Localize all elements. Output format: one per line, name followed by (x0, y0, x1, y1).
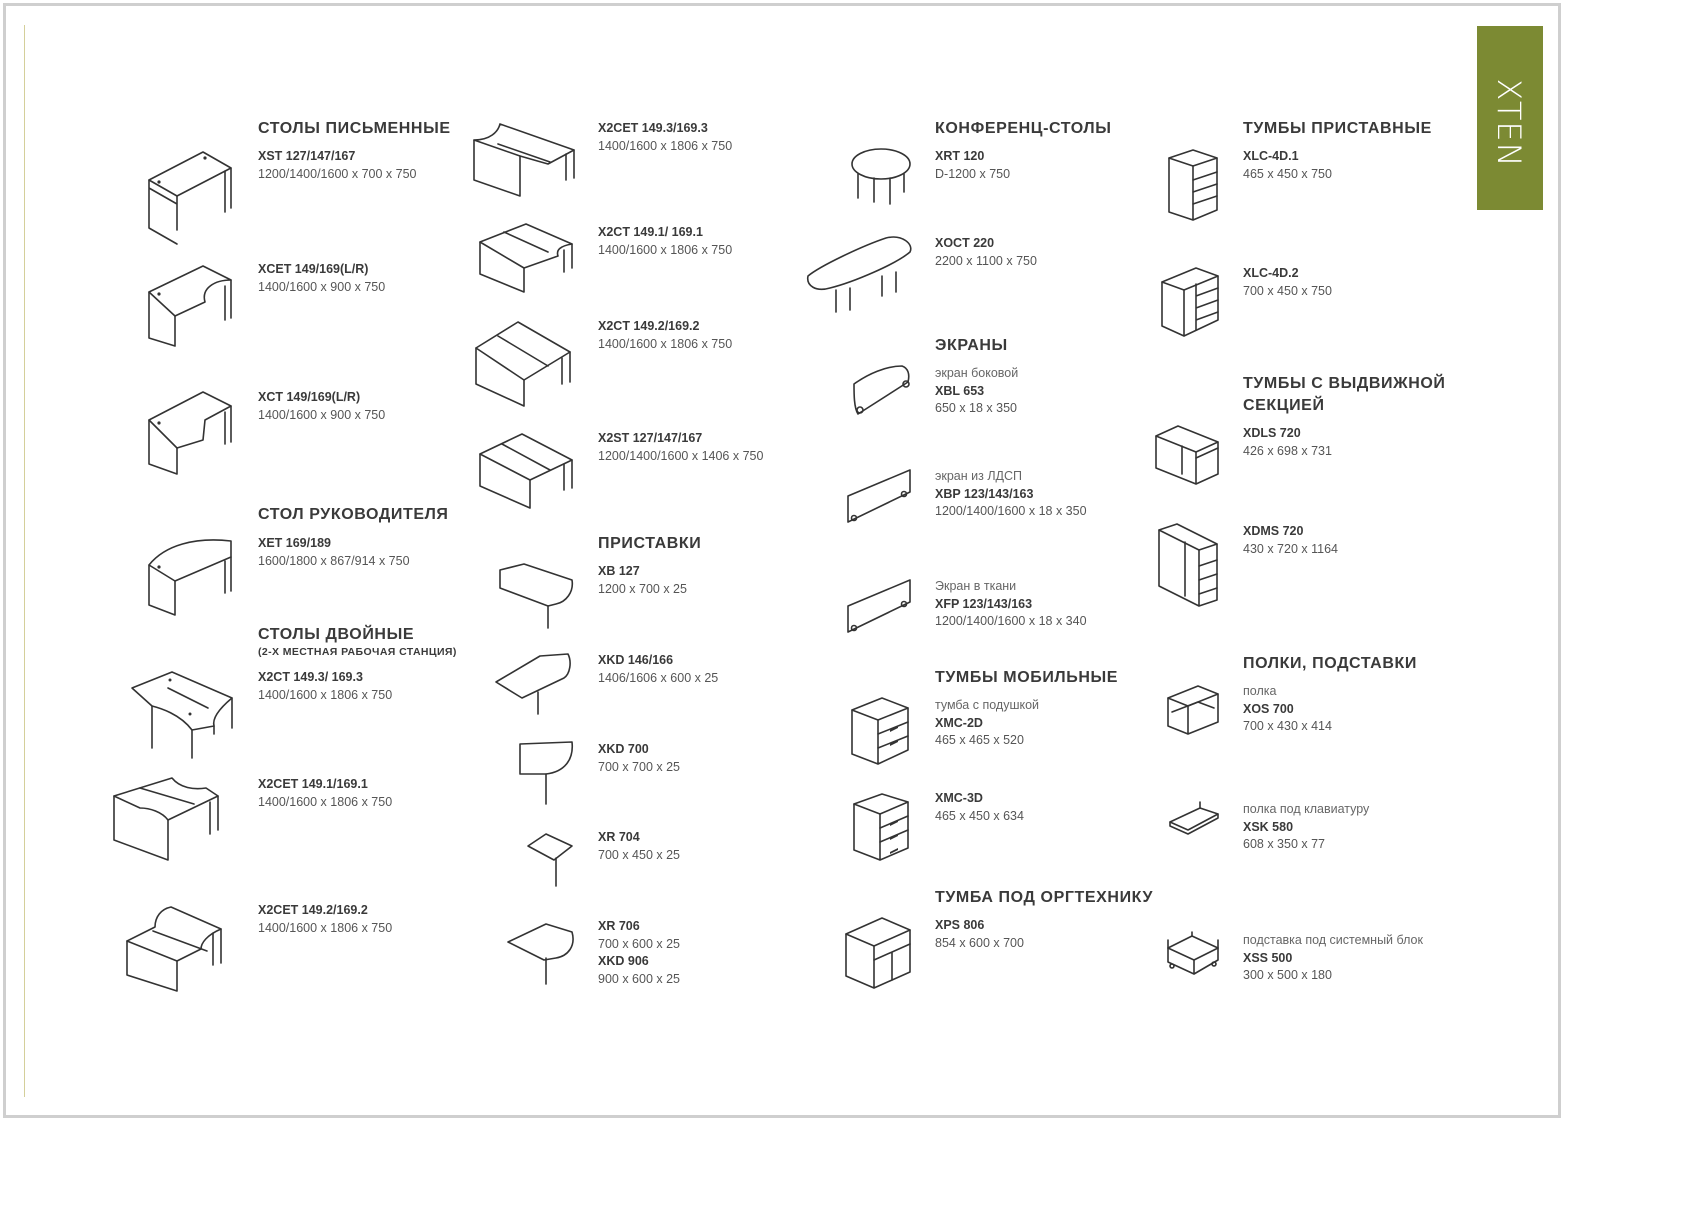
conference-table-icon (806, 236, 914, 316)
heading-side-pedestals: ТУМБЫ ПРИСТАВНЫЕ (1243, 120, 1432, 137)
item-xlc2: XLC-4D.2 700 x 450 x 750 (1243, 266, 1332, 298)
desk-executive-icon (145, 535, 235, 615)
item-xet: XET 169/189 1600/1800 x 867/914 x 750 (258, 536, 410, 568)
double-desk-corner-icon (125, 903, 225, 995)
item-x2cet3: X2CET 149.3/169.3 1400/1600 x 1806 x 750 (598, 121, 733, 153)
item-xss: подставка под системный блок XSS 500 300 x 500 x 180 (1243, 933, 1423, 982)
heading-shelves: ПОЛКИ, ПОДСТАВКИ (1243, 655, 1417, 672)
margin-rule (24, 25, 25, 1097)
pullout-pedestal-icon (1152, 424, 1222, 496)
item-xkd146: XKD 146/166 1406/1606 x 600 x 25 (598, 653, 719, 685)
item-x2cet1: X2CET 149.1/169.1 1400/1600 x 1806 x 750 (258, 777, 393, 809)
screen-fabric-icon (844, 578, 914, 638)
item-x2ct3: X2CT 149.3/ 169.3 1400/1600 x 1806 x 750 (258, 670, 393, 702)
office-cabinet-icon (842, 916, 914, 990)
heading-executive: СТОЛ РУКОВОДИТЕЛЯ (258, 506, 449, 523)
item-xmc3d: XMC-3D 465 x 450 x 634 (935, 791, 1024, 823)
extension-xr704-icon (526, 832, 576, 888)
item-xos: полка XOS 700 700 x 430 x 414 (1243, 684, 1332, 733)
item-xst: XST 127/147/167 1200/1400/1600 x 700 x 750 (258, 149, 417, 181)
item-xps806: XPS 806 854 x 600 x 700 (935, 918, 1024, 950)
extension-xkd-icon (494, 652, 576, 718)
desk-curved-icon (145, 262, 235, 347)
heading-extensions: ПРИСТАВКИ (598, 535, 702, 552)
item-x2ct1: X2CT 149.1/ 169.1 1400/1600 x 1806 x 750 (598, 225, 733, 257)
heading-desks: СТОЛЫ ПИСЬМЕННЫЕ (258, 120, 451, 137)
item-xfp: Экран в ткани XFP 123/143/163 1200/1400/1600 x 18 x 340 (935, 579, 1087, 628)
double-desk-ct2-icon (472, 318, 574, 410)
mobile-pedestal-3d-icon (850, 792, 912, 864)
item-xr704: XR 704 700 x 450 x 25 (598, 830, 681, 862)
item-xmc2d: тумба с подушкой XMC-2D 465 x 465 x 520 (935, 698, 1040, 747)
item-xbp: экран из ЛДСП XBP 123/143/163 1200/1400/1600 x 18 x 350 (935, 469, 1087, 518)
side-pedestal-4d2-icon (1158, 266, 1222, 340)
item-xkd700: XKD 700 700 x 700 x 25 (598, 742, 681, 774)
tall-pullout-icon (1155, 522, 1221, 612)
mobile-pedestal-2d-icon (848, 696, 912, 768)
open-shelf-icon (1164, 684, 1222, 740)
item-x2cet2: X2CET 149.2/169.2 1400/1600 x 1806 x 750 (258, 903, 393, 935)
item-xr706: XR 706 700 x 600 x 25 (598, 919, 681, 951)
item-xoct220: XOCT 220 2200 x 1100 x 750 (935, 236, 1037, 268)
extension-xb-icon (498, 562, 578, 632)
item-xbl653: экран боковой XBL 653 650 x 18 x 350 (935, 366, 1019, 415)
double-desk-ct1-icon (476, 222, 576, 297)
brand-logo: XTEN (1490, 78, 1528, 168)
system-unit-stand-icon (1164, 932, 1222, 976)
keyboard-shelf-icon (1166, 800, 1222, 838)
item-xlc1: XLC-4D.1 465 x 450 x 750 (1243, 149, 1332, 181)
item-xb127: XB 127 1200 x 700 x 25 (598, 564, 687, 596)
item-x2st: X2ST 127/147/167 1200/1400/1600 x 1406 x 750 (598, 431, 764, 463)
heading-double-sub: (2-Х МЕСТНАЯ РАБОЧАЯ СТАНЦИЯ) (258, 646, 457, 658)
heading-screens: ЭКРАНЫ (935, 337, 1008, 354)
item-xcet: XCET 149/169(L/R) 1400/1600 x 900 x 750 (258, 262, 386, 294)
double-desk-curved-icon (110, 776, 222, 866)
heading-office-equipment: ТУМБА ПОД ОРГТЕХНИКУ (935, 889, 1153, 906)
round-table-icon (850, 146, 914, 208)
side-pedestal-4d1-icon (1165, 148, 1221, 224)
item-xrt120: XRT 120 D-1200 x 750 (935, 149, 1011, 181)
brand-tab (1477, 26, 1543, 210)
heading-mobile: ТУМБЫ МОБИЛЬНЫЕ (935, 669, 1119, 686)
heading-pullout: ТУМБЫ С ВЫДВИЖНОЙ СЕКЦИЕЙ (1243, 375, 1446, 414)
item-xkd906: XKD 906 900 x 600 x 25 (598, 954, 681, 986)
double-desk-wave-icon (128, 668, 236, 763)
double-desk-cet-icon (470, 120, 580, 205)
heading-double: СТОЛЫ ДВОЙНЫЕ (258, 626, 415, 643)
item-xdls: XDLS 720 426 x 698 x 731 (1243, 426, 1332, 458)
item-xct: XCT 149/169(L/R) 1400/1600 x 900 x 750 (258, 390, 386, 422)
extension-xr706-icon (506, 922, 576, 986)
item-xsk: полка под клавиатуру XSK 580 608 x 350 x 77 (1243, 802, 1370, 851)
double-desk-straight-icon (476, 430, 576, 510)
item-xdms: XDMS 720 430 x 720 x 1164 (1243, 524, 1338, 556)
desk-straight-icon (145, 148, 235, 233)
screen-ldsp-icon (844, 468, 914, 528)
desk-corner-icon (145, 390, 235, 475)
side-screen-icon (850, 364, 912, 418)
heading-conference: КОНФЕРЕНЦ-СТОЛЫ (935, 120, 1112, 137)
item-x2ct2: X2CT 149.2/169.2 1400/1600 x 1806 x 750 (598, 319, 733, 351)
extension-quarter-icon (516, 740, 578, 806)
